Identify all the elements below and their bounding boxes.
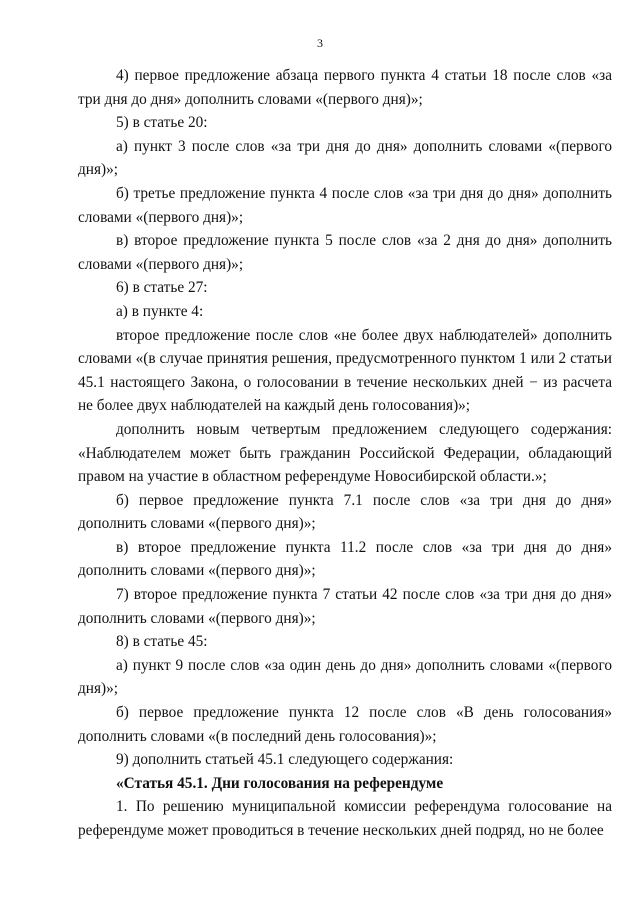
paragraph: 7) второе предложение пункта 7 статьи 42 после слов «за три дня до дня» дополнить словами «(первого дня)»; (78, 586, 612, 627)
paragraph: б) первое предложение пункта 12 после слов «В день голосования» дополнить словами «(в последний день голосования)»; (78, 704, 612, 745)
article-heading: «Статья 45.1. Дни голосования на референдуме (116, 774, 444, 792)
paragraph: 9) дополнить статьей 45.1 следующего содержания: (116, 751, 454, 769)
paragraph: б) первое предложение пункта 7.1 после слов «за три дня до дня» дополнить словами «(первого дня)»; (78, 491, 612, 533)
paragraph: в) второе предложение пункта 5 после слов «за 2 дня до дня» дополнить словами «(первого дня)»; (78, 232, 612, 273)
paragraph: второе предложение после слов «не более двух наблюдателей» дополнить словами «(в случае принятия решения, предусмотренного пунктом 1 или 2 статьи 45.1 настоящего Закона, о голосовании в течение нескольких дней − из расчета не более двух наблюдателей на каждый день голосования)»; (78, 326, 612, 415)
paragraph: в) второе предложение пункта 11.2 после слов «за три дня до дня» дополнить словами «(первого дня)»; (78, 538, 612, 580)
paragraph: 8) в статье 45: (116, 633, 208, 651)
paragraph: б) третье предложение пункта 4 после слов «за три дня до дня» дополнить словами «(первого дня)»; (78, 184, 612, 226)
paragraph: а) пункт 3 после слов «за три дня до дня» дополнить словами «(первого дня)»; (78, 137, 612, 179)
page-number: 3 (317, 36, 323, 50)
paragraph: а) пункт 9 после слов «за один день до дня» дополнить словами «(первого дня)»; (78, 656, 612, 698)
paragraph: 5) в статье 20: (116, 114, 208, 132)
paragraph: а) в пункте 4: (116, 302, 204, 320)
paragraph: 6) в статье 27: (116, 279, 208, 297)
paragraph: 4) первое предложение абзаца первого пункта 4 статьи 18 после слов «за три дня до дня» дополнить словами «(первого дня)»; (78, 67, 612, 108)
paragraph: 1. По решению муниципальной комиссии референдума голосование на референдуме может проводиться в течение нескольких дней подряд, но не более (78, 798, 612, 839)
paragraph: дополнить новым четвертым предложением следующего содержания: «Наблюдателем может быть гражданин Российской Федерации, обладающий правом на участие в областном референдуме Новосибирской области.»; (78, 420, 612, 486)
document-body (78, 64, 612, 843)
